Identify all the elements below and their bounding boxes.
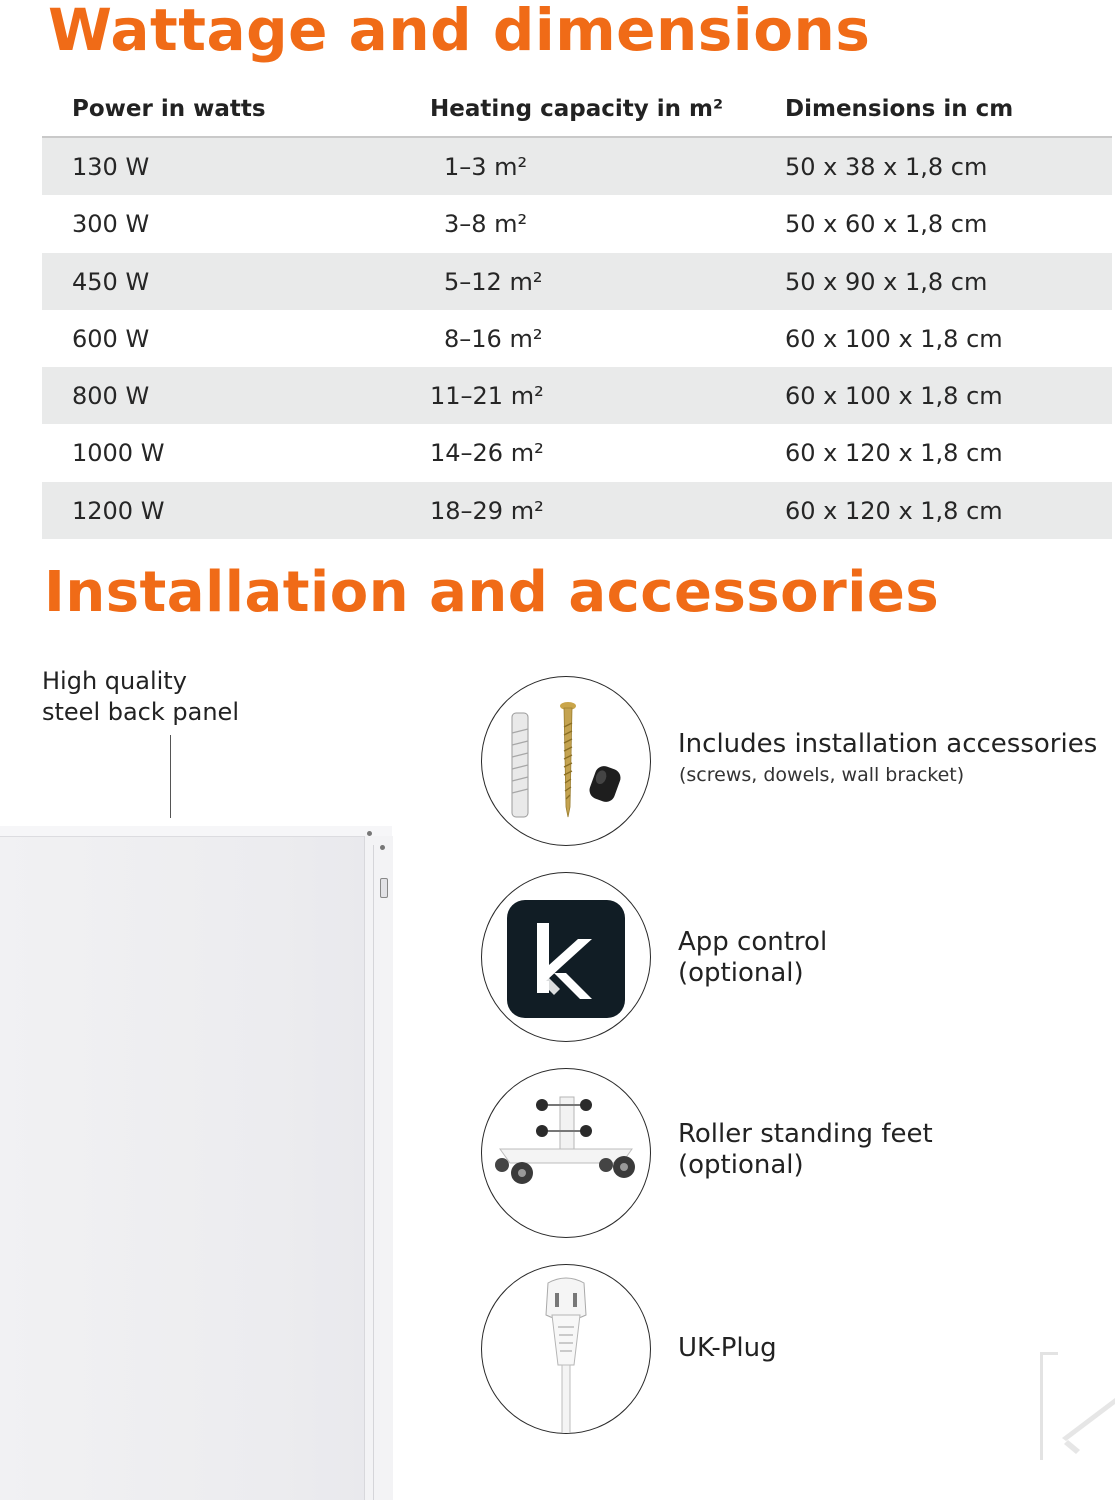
panel-side-groove bbox=[373, 845, 374, 1500]
feature-title-roller-line1: Roller standing feet bbox=[678, 1119, 933, 1149]
cell-dimensions: 50 x 38 x 1,8 cm bbox=[785, 153, 988, 181]
panel-side-frame bbox=[364, 836, 393, 1500]
cell-capacity: 3–8 m² bbox=[444, 210, 528, 239]
cell-capacity: 1–3 m² bbox=[444, 153, 528, 181]
header-power: Power in watts bbox=[72, 96, 266, 122]
feature-title-roller-line2: (optional) bbox=[678, 1150, 804, 1180]
panel-caption bbox=[42, 666, 239, 728]
cell-dimensions: 50 x 60 x 1,8 cm bbox=[785, 210, 988, 239]
table-row bbox=[42, 195, 1112, 252]
cell-capacity: 11–21 m² bbox=[430, 382, 544, 411]
table-row bbox=[42, 367, 1112, 424]
wall-bracket-icon bbox=[380, 878, 388, 898]
header-dimensions: Dimensions in cm bbox=[785, 96, 1014, 122]
section-title-wattage: Wattage and dimensions bbox=[48, 0, 871, 64]
header-capacity: Heating capacity in m² bbox=[430, 96, 724, 122]
panel-top-edge bbox=[0, 826, 392, 837]
screws-dowels-icon bbox=[482, 677, 650, 845]
cell-capacity: 14–26 m² bbox=[430, 439, 544, 468]
feature-title-app-line1: App control bbox=[678, 927, 828, 957]
roller-feet-icon bbox=[482, 1069, 650, 1237]
app-control-circle bbox=[481, 872, 651, 1042]
feature-title-app-line2: (optional) bbox=[678, 958, 804, 988]
plug-icon bbox=[482, 1265, 650, 1433]
caption-pointer-line bbox=[170, 735, 171, 818]
cell-power: 800 W bbox=[72, 382, 150, 411]
table-row bbox=[42, 482, 1112, 539]
section-title-installation: Installation and accessories bbox=[44, 560, 940, 625]
table-row bbox=[42, 253, 1112, 310]
plug-circle bbox=[481, 1264, 651, 1434]
cell-dimensions: 60 x 100 x 1,8 cm bbox=[785, 324, 1003, 353]
cell-power: 130 W bbox=[72, 153, 150, 181]
screw-icon bbox=[380, 845, 385, 850]
cell-dimensions: 60 x 100 x 1,8 cm bbox=[785, 382, 1003, 411]
table-row bbox=[42, 138, 1112, 195]
cell-power: 1000 W bbox=[72, 439, 165, 468]
steel-back-panel-image bbox=[0, 826, 392, 1500]
panel-caption-line2: steel back panel bbox=[42, 698, 239, 726]
cell-power: 450 W bbox=[72, 267, 150, 296]
roller-feet-circle bbox=[481, 1068, 651, 1238]
feature-title-accessories: Includes installation accessories bbox=[678, 729, 1098, 759]
feature-subtitle-accessories: (screws, dowels, wall bracket) bbox=[679, 764, 965, 786]
table-header bbox=[42, 88, 1112, 138]
cell-power: 1200 W bbox=[72, 496, 165, 525]
cell-dimensions: 60 x 120 x 1,8 cm bbox=[785, 496, 1003, 525]
wattage-table bbox=[42, 88, 1112, 539]
panel-caption-line1: High quality bbox=[42, 667, 187, 695]
cell-power: 600 W bbox=[72, 324, 150, 353]
cell-capacity: 18–29 m² bbox=[430, 496, 544, 525]
cell-dimensions: 60 x 120 x 1,8 cm bbox=[785, 439, 1003, 468]
table-row bbox=[42, 424, 1112, 481]
app-logo-icon bbox=[482, 873, 650, 1041]
accessories-circle bbox=[481, 676, 651, 846]
cell-capacity: 8–16 m² bbox=[444, 324, 543, 353]
feature-title-plug: UK-Plug bbox=[678, 1333, 777, 1363]
cell-dimensions: 50 x 90 x 1,8 cm bbox=[785, 267, 988, 296]
cell-power: 300 W bbox=[72, 210, 150, 239]
screw-icon bbox=[367, 831, 372, 836]
table-row bbox=[42, 310, 1112, 367]
brand-watermark-icon bbox=[1036, 1348, 1115, 1468]
cell-capacity: 5–12 m² bbox=[444, 267, 543, 296]
